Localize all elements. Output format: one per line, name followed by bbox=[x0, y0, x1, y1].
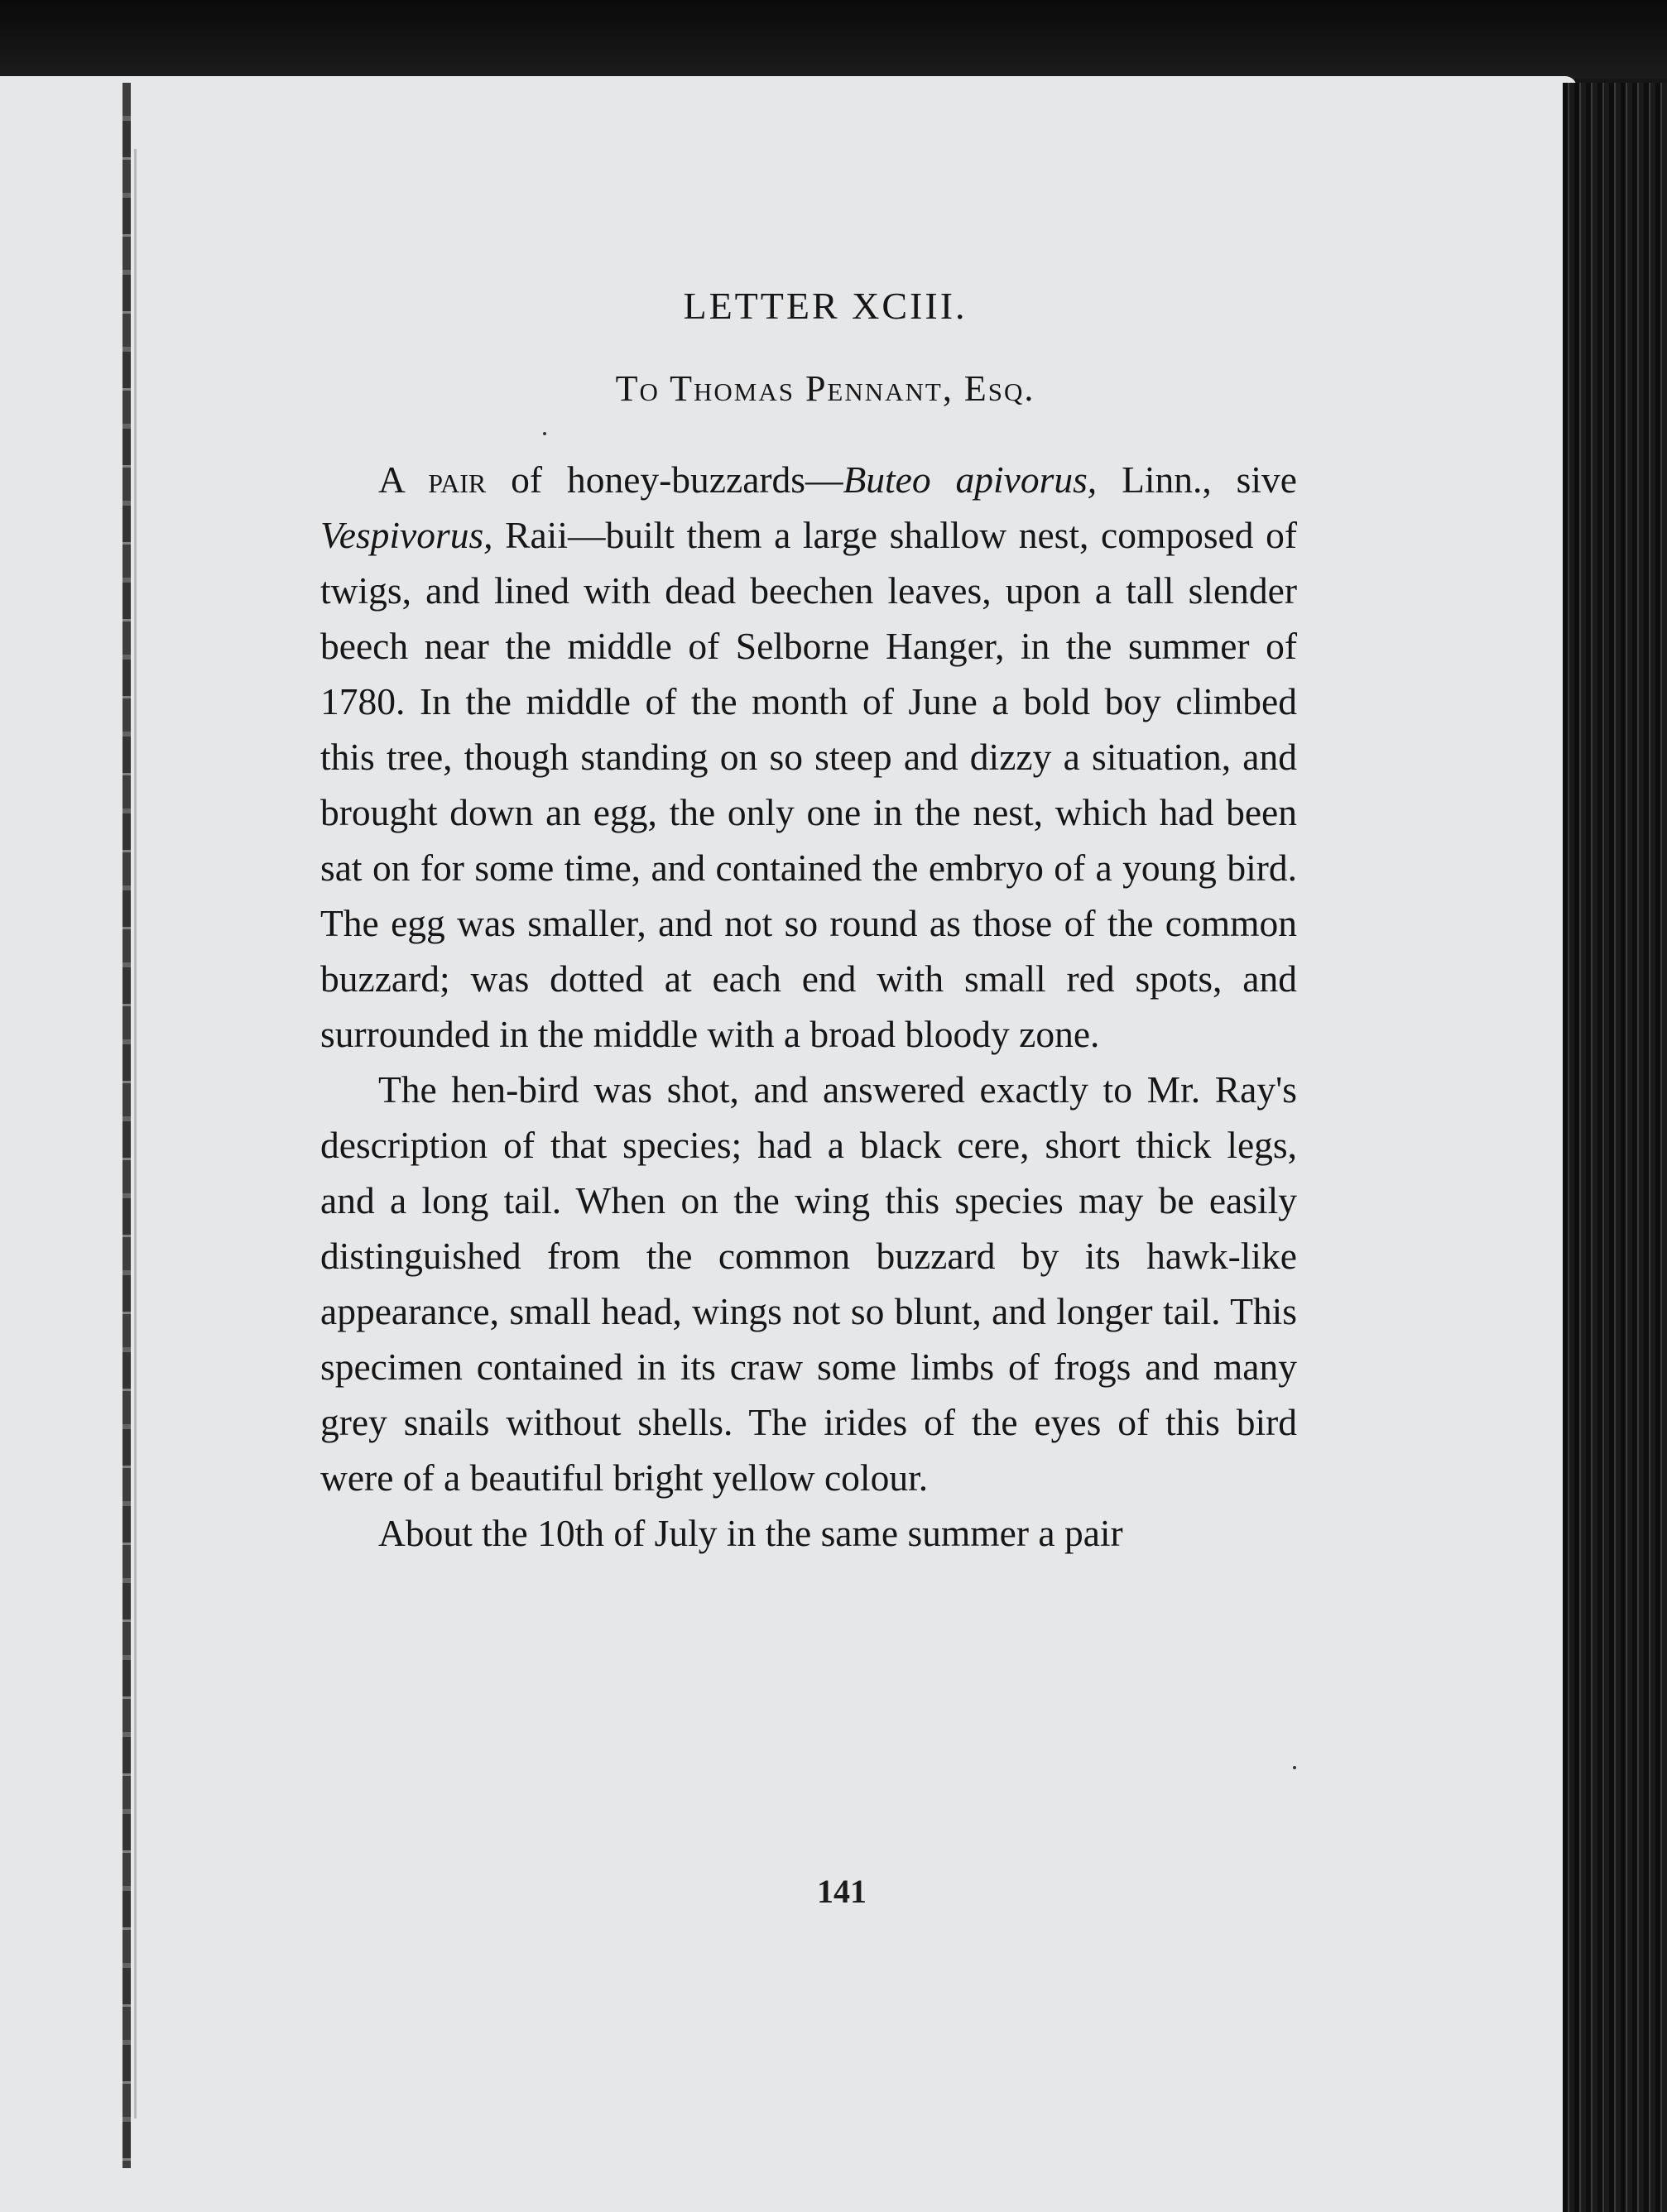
paragraph-1-latin-name-2: Vespivorus, bbox=[320, 514, 493, 556]
paragraph-1-latin-name-1: Buteo apivorus, bbox=[843, 458, 1098, 501]
letter-recipient: To Thomas Pennant, Esq. bbox=[615, 368, 1035, 409]
letter-text-block bbox=[320, 281, 1297, 1561]
paragraph-2: The hen-bird was shot, and answered exactly to Mr. Ray's description of that species; had a black cere, short thick legs, and a long tail. When on the wing this species may be easily distinguished from the common buzzard by its hawk-like appearance, small head, wings not so blunt, and longer tail. This specimen contained in its craw some limbs of frogs and many grey snails without shells. The irides of the eyes of this bird were of a beautiful bright yellow colour. bbox=[320, 1068, 1297, 1499]
letter-body bbox=[320, 452, 1297, 1561]
paragraph-1-text-a: of honey-buzzards— bbox=[486, 458, 843, 501]
speck bbox=[543, 432, 546, 435]
right-page-stack-edge bbox=[1563, 83, 1667, 2212]
paragraph-1-text-c: Raii—built them a large shallow nest, composed of twigs, and lined with dead beechen leaves, upon a tall slender beech near the middle of Selborne Hanger, in the summer of 1780. In the middle of the month of June a bold boy climbed this tree, though standing on so steep and dizzy a situation, and brought down an egg, the only one in the nest, which had been sat on for some time, and contained the embryo of a young bird. The egg was smaller, and not so round as those of the common buzzard; was dotted at each end with small red spots, and surrounded in the middle with a broad bloody zone. bbox=[320, 514, 1297, 1055]
left-binding-line bbox=[134, 149, 137, 2118]
left-binding-edge bbox=[123, 83, 131, 2168]
paragraph-3: About the 10th of July in the same summer a pair bbox=[378, 1512, 1123, 1554]
top-shadow bbox=[0, 0, 1667, 79]
paragraph-1 bbox=[320, 452, 1297, 1062]
page-number: 141 bbox=[817, 1873, 867, 1910]
paragraph-1-lead: A pair bbox=[378, 458, 487, 501]
speck bbox=[1293, 1766, 1296, 1769]
paragraph-1-text-b: Linn., sive bbox=[1097, 458, 1297, 501]
letter-title: LETTER XCIII. bbox=[683, 285, 968, 327]
